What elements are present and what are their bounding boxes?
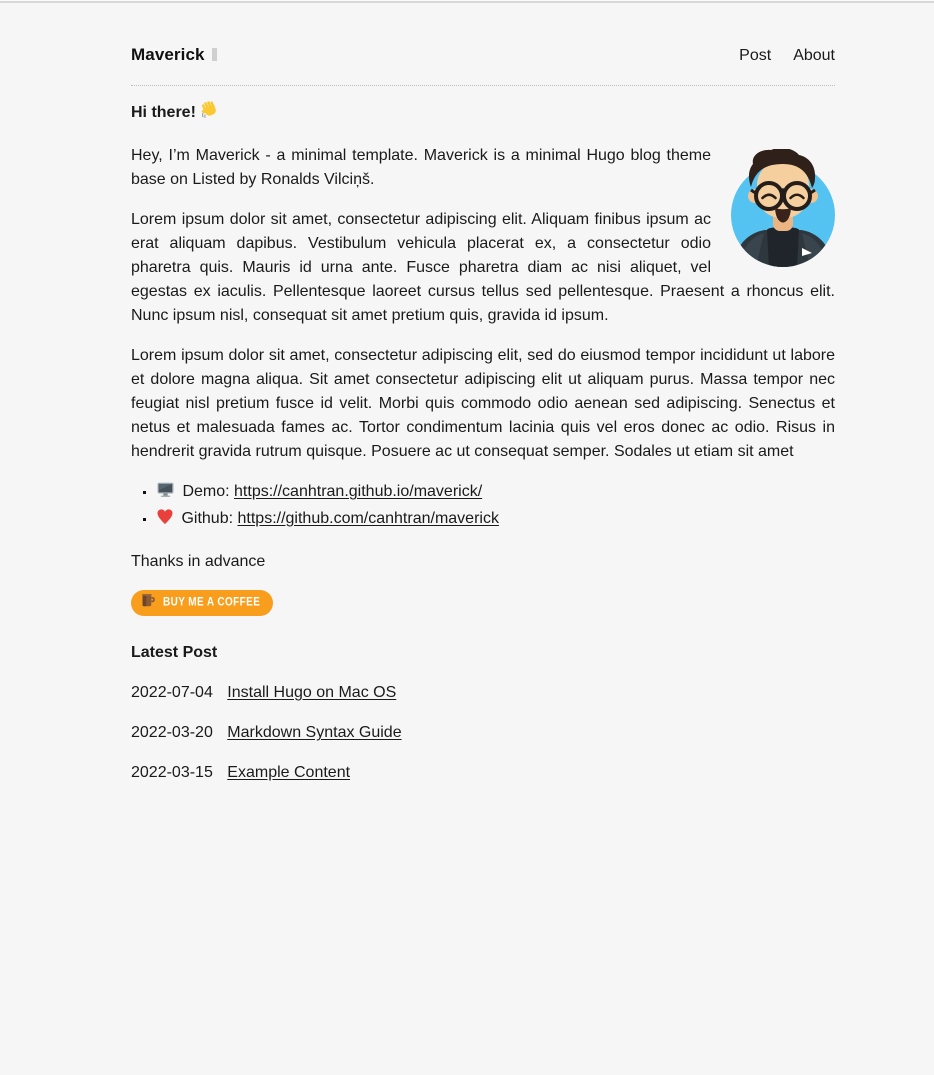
window-top-border [0,0,934,3]
demo-list-item [156,480,835,507]
demo-label: Demo: [182,483,230,500]
github-link[interactable]: https://github.com/canhtran/maverick [237,510,499,527]
resource-links-list [131,480,835,534]
site-title-link[interactable]: Maverick [131,45,205,64]
main-nav [739,47,835,65]
post-link-example-content[interactable]: Example Content [227,764,351,781]
github-list-item [156,507,835,534]
buy-me-a-coffee-row [131,590,835,616]
desktop-computer-icon [156,480,175,507]
waving-hand-icon [200,100,220,128]
demo-link[interactable]: https://canhtran.github.io/maverick/ [234,483,483,500]
post-date: 2022-03-20 [131,724,213,741]
post-row [131,681,835,705]
site-brand [131,45,217,65]
post-row [131,761,835,785]
post-link-markdown-syntax[interactable]: Markdown Syntax Guide [227,724,402,741]
thanks-text: Thanks in advance [131,553,266,570]
title-cursor-block [212,48,217,61]
github-label: Github: [181,510,234,527]
post-row [131,721,835,745]
header-dotted-divider [131,85,835,86]
intro-paragraph-1: Hey, I’m Maverick - a minimal template. Maverick is a minimal Hugo blog theme base on Listed by Ronalds Vilciņš. [131,147,711,188]
post-link-install-hugo[interactable]: Install Hugo on Mac OS [227,684,397,701]
buy-me-a-coffee-label: BUY ME A COFFEE [163,596,261,609]
site-header [131,45,835,65]
latest-post-heading: Latest Post [131,644,218,661]
red-heart-icon [156,508,174,534]
nav-link-post[interactable]: Post [739,47,772,64]
post-date: 2022-07-04 [131,684,213,701]
nav-link-about[interactable]: About [793,47,835,64]
lorem-paragraph-2: Lorem ipsum dolor sit amet, consectetur adipiscing elit, sed do eiusmod tempor incididunt ut labore et dolore magna aliqua. Sit amet consectetur adipiscing elit ut aliquam purus. Massa tempor nec feugiat nisl pretium fusce id velit. Morbi quis commodo odio aenean sed adipiscing. Senectus et netus et malesuada fames ac. Tortor condimentum lacinia quis vel eros donec ac odio. Risus in hendrerit gravida rutrum quisque. Posuere ac ut consequat semper. Sodales ut etiam sit amet [131,347,835,460]
coffee-mug-icon [140,592,157,614]
page-container [131,45,835,785]
buy-me-a-coffee-button[interactable] [131,590,273,616]
post-date: 2022-03-15 [131,764,213,781]
greeting-heading [131,100,835,128]
lorem-paragraph-1: Lorem ipsum dolor sit amet, consectetur adipiscing elit. Aliquam finibus ipsum ac erat aliquam dapibus. Vestibulum vehicula placerat ex, a consectetur odio pharetra quis. Mauris id urna ante. Fusce pharetra diam ac nisi aliquet, vel egestas ex iaculis. Pellentesque laoreet cursus tellus sed pellentesque. Praesent a rhoncus elit. Nunc ipsum nisl, consequat sit amet pretium quis, gravida id ipsum. [131,211,835,324]
avatar [731,149,835,267]
greeting-text: Hi there! [131,104,196,121]
